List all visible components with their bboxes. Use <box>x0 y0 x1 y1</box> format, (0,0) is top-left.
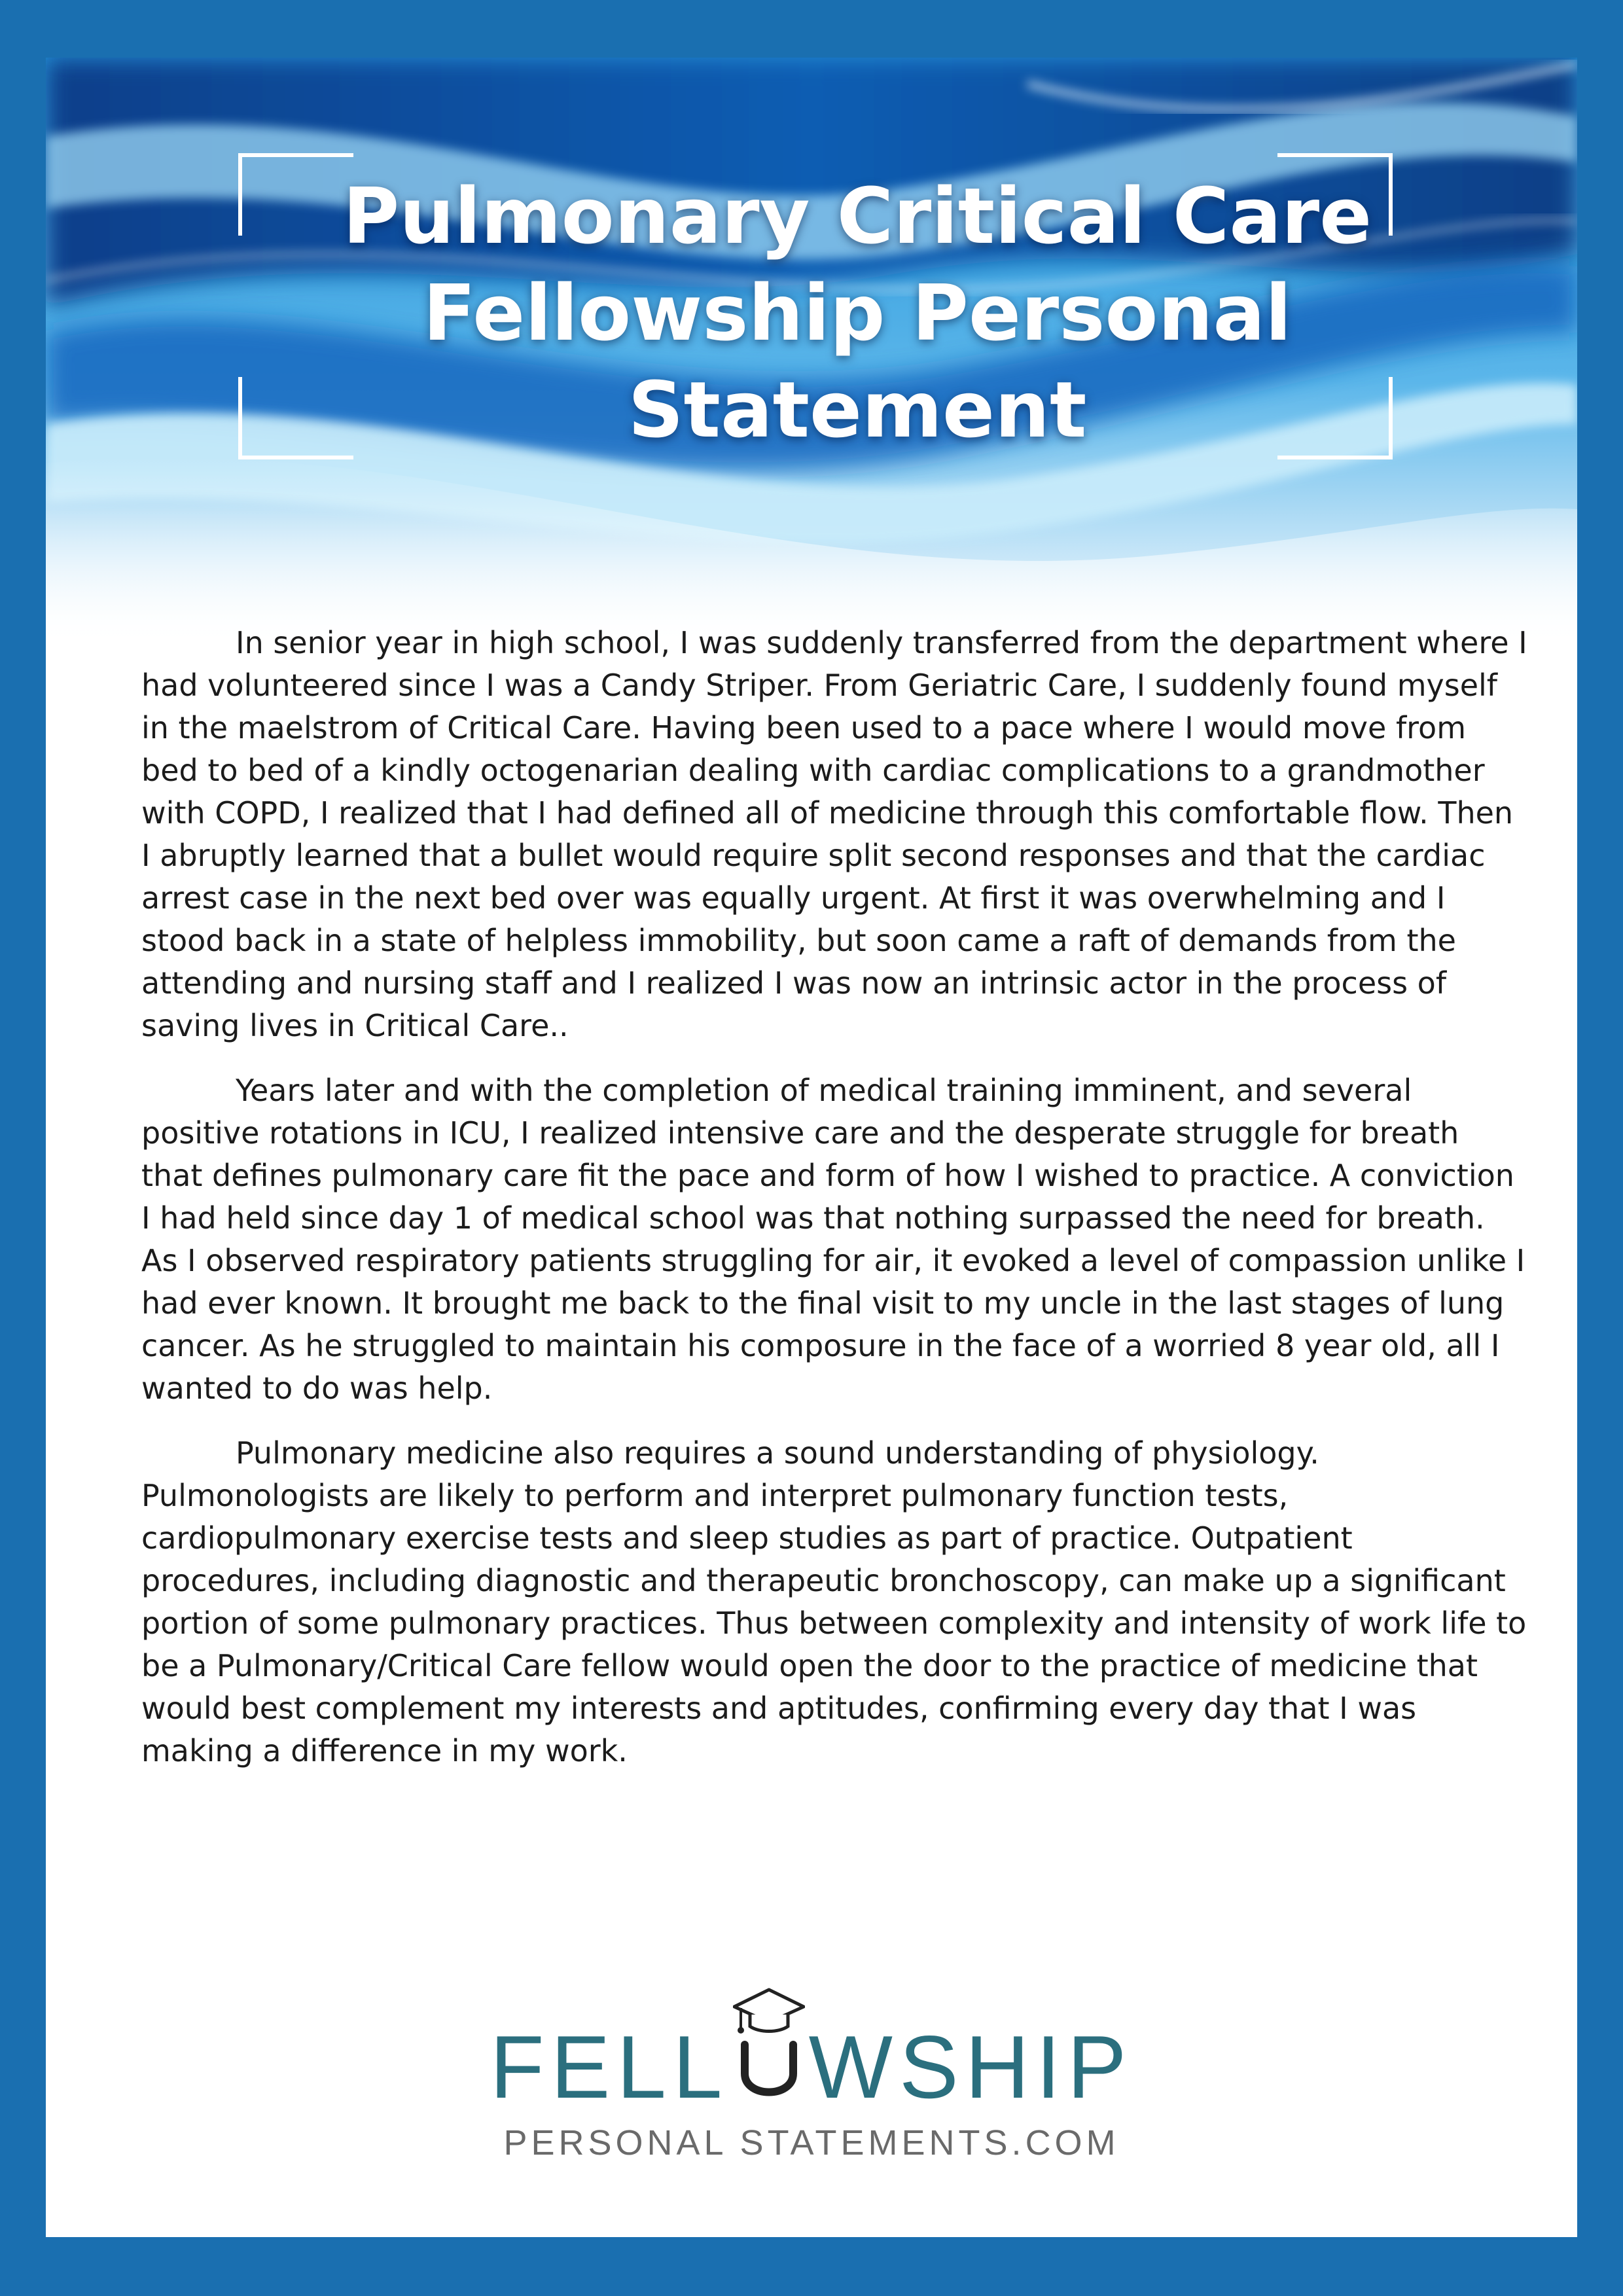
fellowship-logo <box>46 2017 1577 2162</box>
title-line-1: Pulmonary Critical Care <box>342 171 1372 261</box>
graduation-cap-icon <box>733 2021 805 2113</box>
logo-text-part1: FELL <box>490 2017 729 2117</box>
paragraph-3: Pulmonary medicine also requires a sound understanding of physiology. Pulmonologists are likely to perform and interpret pulmonary function tests, cardiopulmonary exercise tests and sleep studies as part of practice. Outpatient procedures, including diagnostic and therapeutic bronchoscopy, can make up a significant portion of some pulmonary practices. Thus between complexity and intensity of work life to be a Pulmonary/Critical Care fellow would open the door to the practice of medicine that would best complement my interests and aptitudes, confirming every day that I was making a difference in my work. <box>141 1435 1527 1768</box>
title-line-2: Fellowship Personal <box>423 268 1292 358</box>
paragraph-1: In senior year in high school, I was suddenly transferred from the department where I had volunteered since I was a Candy Striper. From Geriatric Care, I suddenly found myself in the maelstrom of Critical Care. Having been used to a pace where I would move from bed to bed of a kindly octogenarian dealing with cardiac complications to a grandmother with COPD, I realized that I had defined all of medicine through this comfortable flow. Then I abruptly learned that a bullet would require split second responses and that the cardiac arrest case in the next bed over was equally urgent. At first it was overwhelming and I stood back in a state of helpless immobility, but soon came a raft of demands from the attending and nursing staff and I realized I was now an intrinsic actor in the process of saving lives in Critical Care.. <box>141 625 1527 1043</box>
page-title <box>294 168 1420 458</box>
logo-subtitle: PERSONAL STATEMENTS.COM <box>503 2123 1120 2162</box>
document-page <box>46 58 1577 2237</box>
logo-wordmark <box>490 2017 1133 2117</box>
statement-body <box>141 622 1529 1795</box>
paragraph-2: Years later and with the completion of medical training imminent, and several positive rotations in ICU, I realized intensive care and the desperate struggle for breath that defines pulmonary care fit the pace and form of how I wished to practice. A conviction I had held since day 1 of medical school was that nothing surpassed the need for breath. As I observed respiratory patients struggling for air, it evoked a level of compassion unlike I had ever known. It brought me back to the final visit to my uncle in the last stages of lung cancer. As he struggled to maintain his composure in the face of a worried 8 year old, all I wanted to do was help. <box>141 1073 1525 1406</box>
logo-text-part2: WSHIP <box>808 2017 1133 2117</box>
title-line-3: Statement <box>628 365 1087 455</box>
